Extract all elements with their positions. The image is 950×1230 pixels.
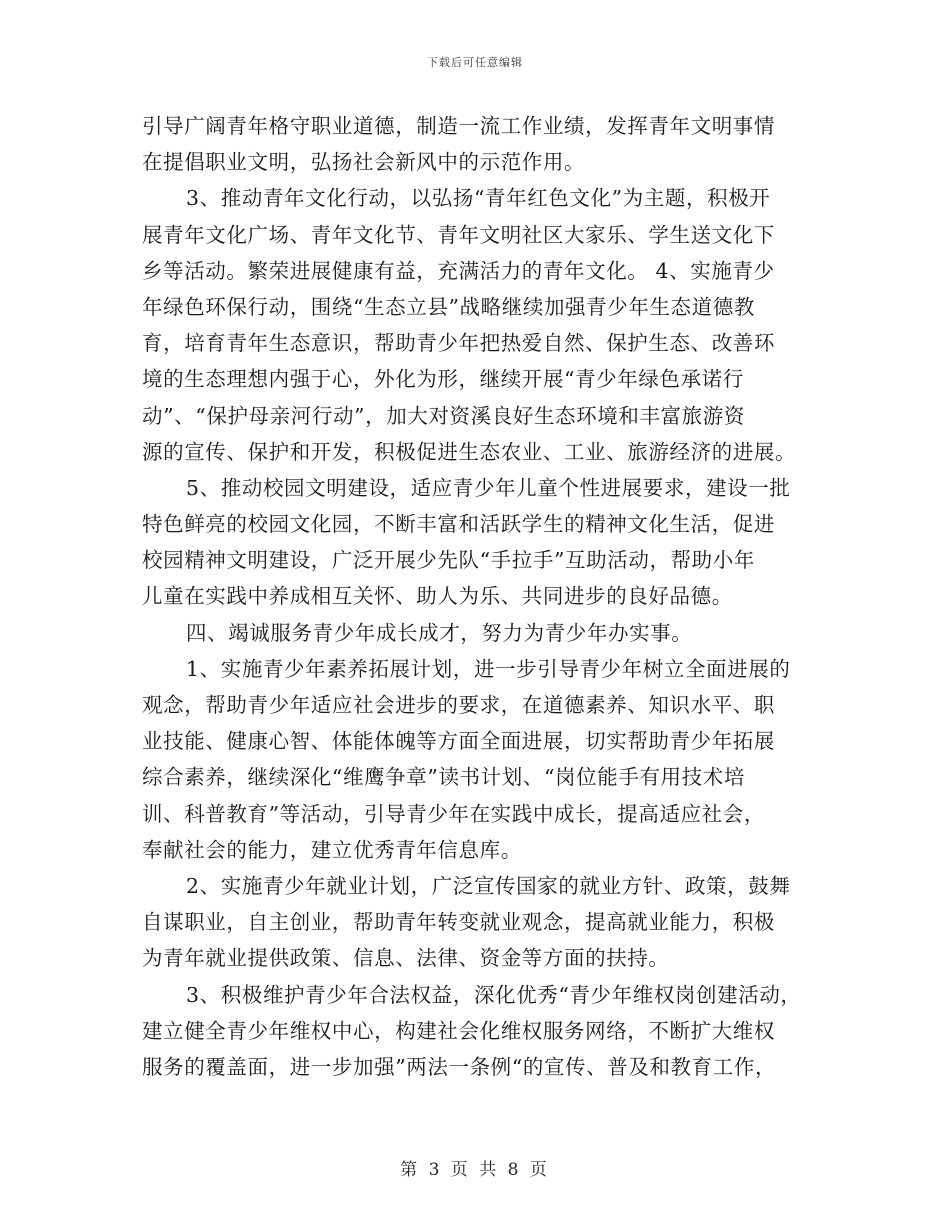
- text-line: 3、积极维护青少年合法权益，深化优秀“青少年维权岗创建活动，: [186, 982, 802, 1007]
- text-line: 建立健全青少年维权中心，构建社会化维权服务网络，不断扩大维权: [142, 1018, 775, 1043]
- text-line: 训、科普教育”等活动，引导青少年在实践中成长，提高适应社会，: [142, 801, 765, 826]
- text-line: 3、推动青年文化行动，以弘扬“青年红色文化”为主题，积极开: [186, 186, 771, 211]
- text-line: 四、竭诚服务青少年成长成才，努力为青少年办实事。: [186, 620, 693, 645]
- text-line: 奉献社会的能力，建立优秀青年信息库。: [142, 837, 522, 862]
- page-header: 下载后可任意编辑: [427, 56, 523, 69]
- text-line: 动”、“保护母亲河行动”，加大对资溪良好生态环境和丰富旅游资: [142, 403, 745, 428]
- page-number-footer: 第 3 页 共 8 页: [400, 1160, 550, 1180]
- text-line: 服务的覆盖面，进一步加强”两法一条例“的宣传、普及和教育工作，: [142, 1054, 777, 1079]
- text-line: 2、实施青少年就业计划，广泛宣传国家的就业方针、政策，鼓舞: [186, 873, 791, 898]
- text-line: 儿童在实践中养成相互关怀、助人为乐、共同进步的良好品德。: [142, 584, 733, 609]
- text-line: 在提倡职业文明，弘扬社会新风中的示范作用。: [142, 150, 586, 175]
- text-line: 引导广阔青年格守职业道德，制造一流工作业绩，发挥青年文明事情: [142, 114, 775, 138]
- text-line: 为青年就业提供政策、信息、法律、资金等方面的扶持。: [142, 946, 670, 971]
- text-line: 观念，帮助青少年适应社会进步的要求，在道德素养、知识水平、职: [142, 693, 775, 717]
- text-line: 育，培育青年生态意识，帮助青少年把热爱自然、保护生态、改善环: [142, 331, 775, 356]
- text-line: 自谋职业，自主创业，帮助青年转变就业观念，提高就业能力，积极: [142, 910, 775, 935]
- text-line: 综合素养，继续深化“维鹰争章”读书计划、“岗位能手有用技术培: [142, 765, 745, 790]
- text-line: 校园精神文明建设，广泛开展少先队“手拉手”互助活动，帮助小年: [142, 548, 755, 573]
- text-line: 展青年文化广场、青年文化节、青年文明社区大家乐、学生送文化下: [142, 222, 775, 247]
- document-body: [142, 108, 822, 1085]
- text-line: 特色鲜亮的校园文化园，不断丰富和活跃学生的精神文化生活，促进: [142, 512, 775, 537]
- text-line: 1、实施青少年素养拓展计划，进一步引导青少年树立全面进展的: [186, 656, 791, 681]
- text-line: 年绿色环保行动，围绕“生态立县”战略继续加强青少年生态道德教: [142, 294, 755, 319]
- text-line: 业技能、健康心智、体能体魄等方面全面进展，切实帮助青少年拓展: [142, 729, 775, 754]
- text-line: 5、推动校园文明建设，适应青少年儿童个性进展要求，建设一批: [186, 475, 791, 500]
- text-line: 源的宣传、保护和开发，积极促进生态农业、工业、旅游经济的进展。: [142, 439, 797, 464]
- text-line: 乡等活动。繁荣进展健康有益，充满活力的青年文化。 4、实施青少: [142, 258, 775, 283]
- text-line: 境的生态理想内强于心，外化为形，继续开展“青少年绿色承诺行: [142, 367, 744, 392]
